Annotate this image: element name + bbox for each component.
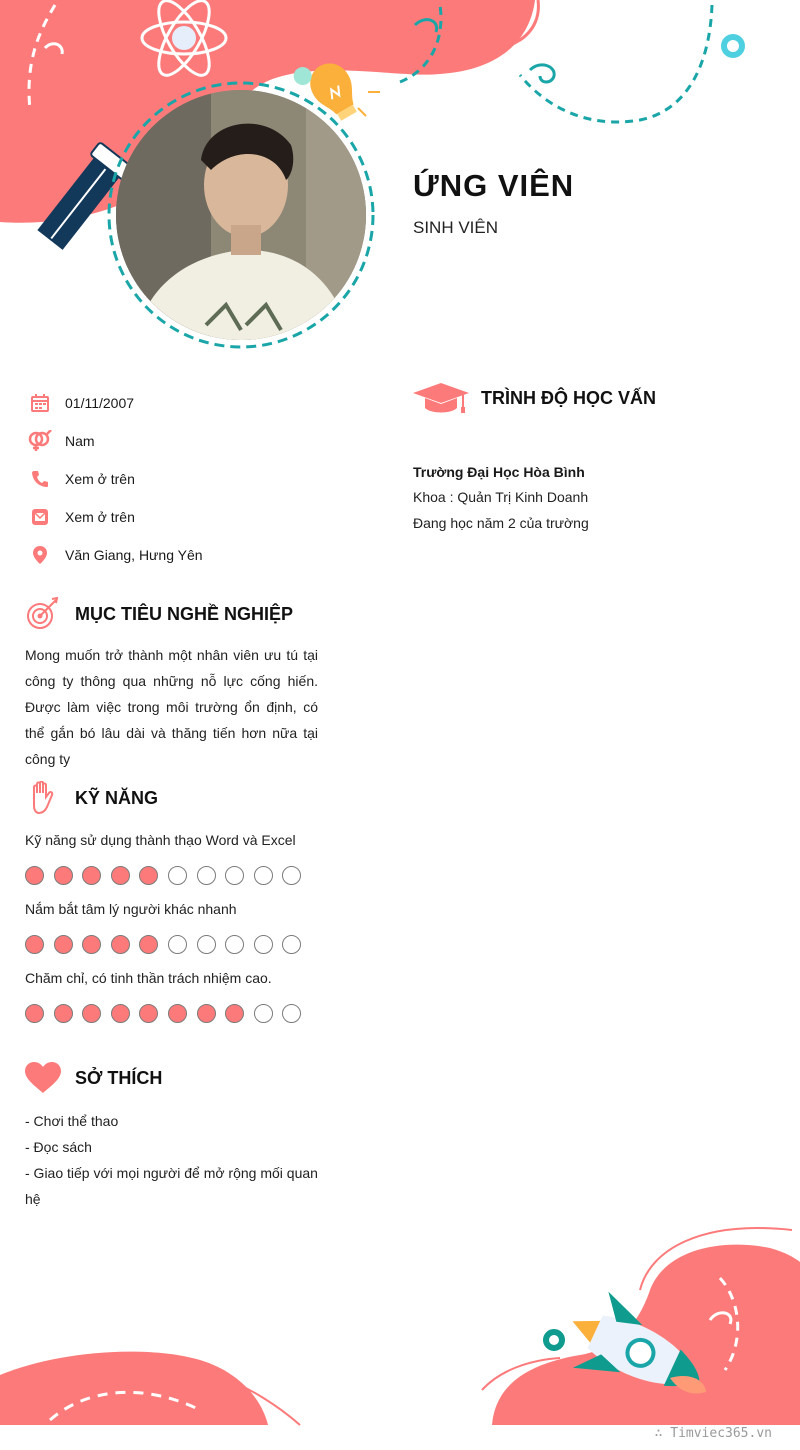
contact-item-address <box>28 536 358 574</box>
contact-item-phone <box>28 460 358 498</box>
objective-text: Mong muốn trở thành một nhân viên ưu tú tại công ty thông qua những nỗ lực cống hiến. Được làm việc trong môi trường ổn định, có thể gắn bó lâu dài và thăng tiến hơn nữa tại công ty <box>25 647 318 767</box>
skills-section <box>25 780 325 1035</box>
study-status: Đang học năm 2 của trường <box>413 515 589 531</box>
ring-icon <box>724 37 742 55</box>
rating-dot-empty <box>197 935 216 954</box>
skill-rating <box>25 866 325 885</box>
rating-dot-empty <box>225 866 244 885</box>
phone-value: Xem ở trên <box>65 471 135 487</box>
watermark: ∴ Timviec365.vn <box>654 1426 772 1441</box>
rating-dot-filled <box>111 1004 130 1023</box>
phone-icon <box>28 467 52 491</box>
objective-header <box>25 596 318 632</box>
education-header <box>413 380 773 416</box>
rating-dot-empty <box>282 1004 301 1023</box>
contact-item-email <box>28 498 358 536</box>
profile-photo <box>116 90 366 340</box>
rating-dot-filled <box>225 1004 244 1023</box>
birthday-value: 01/11/2007 <box>65 395 135 411</box>
contact-item-birthday <box>28 384 358 422</box>
skill-rating <box>25 1004 325 1023</box>
rating-dot-filled <box>54 1004 73 1023</box>
skills-list <box>25 828 325 1023</box>
small-ring-icon <box>546 1332 562 1348</box>
skill-item <box>25 966 325 1023</box>
skill-name: Nắm bắt tâm lý người khác nhanh <box>25 901 237 917</box>
skills-title: KỸ NĂNG <box>75 787 159 808</box>
skill-rating <box>25 935 325 954</box>
rating-dot-filled <box>168 1004 187 1023</box>
skill-item <box>25 897 325 954</box>
rating-dot-empty <box>282 866 301 885</box>
objective-section <box>25 596 318 772</box>
rating-dot-empty <box>254 935 273 954</box>
hobbies-header <box>25 1060 318 1096</box>
email-icon <box>28 505 52 529</box>
skills-header <box>25 780 325 816</box>
raised-hand-icon <box>25 780 61 816</box>
rating-dot-filled <box>82 1004 101 1023</box>
hobbies-section <box>25 1060 318 1212</box>
objective-title: MỤC TIÊU NGHỀ NGHIỆP <box>75 603 294 624</box>
rating-dot-empty <box>254 1004 273 1023</box>
hobby-item: - Chơi thể thao <box>25 1113 119 1129</box>
calendar-icon <box>28 391 52 415</box>
rating-dot-filled <box>25 866 44 885</box>
education-section <box>413 380 773 536</box>
bottom-left-blob <box>0 1352 268 1425</box>
hobbies-list <box>25 1108 318 1212</box>
gender-value: Nam <box>65 433 95 449</box>
rating-dot-filled <box>25 935 44 954</box>
skill-name: Kỹ năng sử dụng thành thạo Word và Excel <box>25 832 296 848</box>
school-name: Trường Đại Học Hòa Bình <box>413 464 585 480</box>
email-value: Xem ở trên <box>65 509 135 525</box>
rating-dot-empty <box>254 866 273 885</box>
location-pin-icon <box>28 543 52 567</box>
target-icon <box>25 596 61 632</box>
heart-icon <box>25 1060 61 1096</box>
faculty: Khoa : Quản Trị Kinh Doanh <box>413 489 589 505</box>
rating-dot-empty <box>168 866 187 885</box>
rating-dot-filled <box>139 866 158 885</box>
education-title: TRÌNH ĐỘ HỌC VẤN <box>481 387 656 408</box>
rating-dot-filled <box>82 866 101 885</box>
rating-dot-empty <box>225 935 244 954</box>
rating-dot-filled <box>54 866 73 885</box>
contact-item-gender <box>28 422 358 460</box>
hobby-item: - Đọc sách <box>25 1139 92 1155</box>
rating-dot-empty <box>197 866 216 885</box>
graduation-cap-icon <box>413 380 469 416</box>
rating-dot-empty <box>168 935 187 954</box>
hobby-item: - Giao tiếp với mọi người để mở rộng mối quan hệ <box>25 1165 318 1207</box>
candidate-role: SINH VIÊN <box>413 218 499 237</box>
rating-dot-filled <box>139 1004 158 1023</box>
rating-dot-filled <box>111 866 130 885</box>
candidate-name: ỨNG VIÊN <box>413 168 575 203</box>
rating-dot-filled <box>54 935 73 954</box>
rating-dot-filled <box>111 935 130 954</box>
rating-dot-filled <box>25 1004 44 1023</box>
gender-icon <box>28 429 52 453</box>
skill-name: Chăm chỉ, có tinh thần trách nhiệm cao. <box>25 970 272 986</box>
address-value: Văn Giang, Hưng Yên <box>65 547 203 563</box>
rating-dot-filled <box>139 935 158 954</box>
skill-item <box>25 828 325 885</box>
rating-dot-filled <box>197 1004 216 1023</box>
rating-dot-filled <box>82 935 101 954</box>
rating-dot-empty <box>282 935 301 954</box>
hobbies-title: SỞ THÍCH <box>75 1067 163 1088</box>
contact-list <box>28 384 358 574</box>
